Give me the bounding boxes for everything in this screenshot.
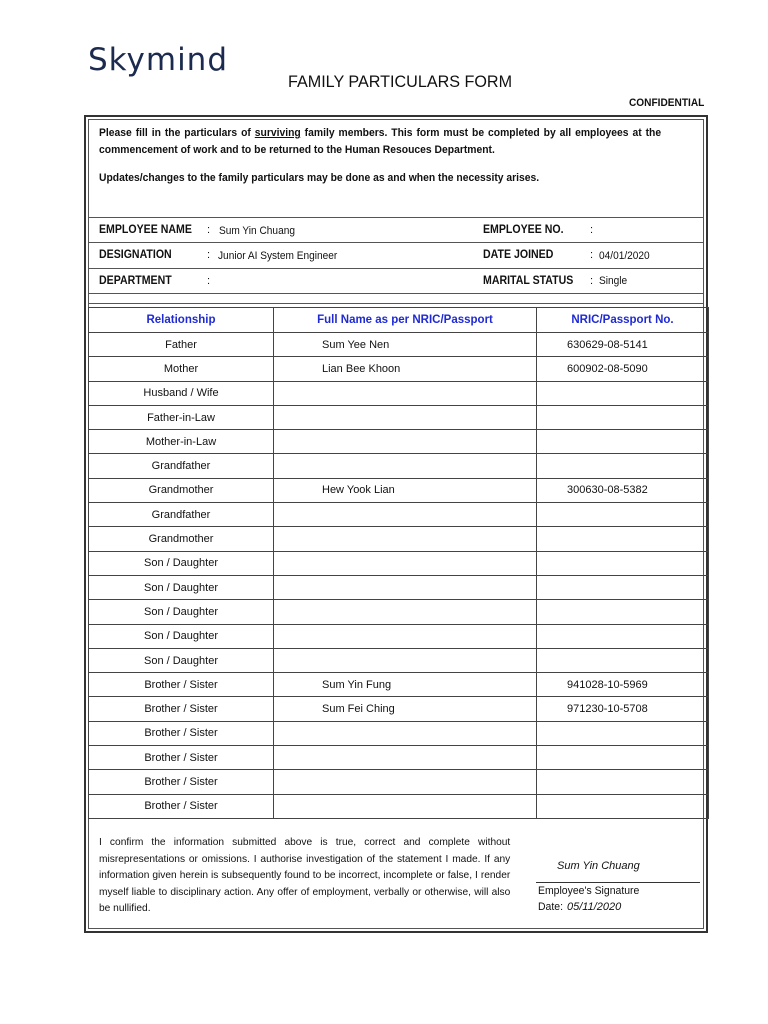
relationship-cell: Grandmother [89,478,274,502]
relationship-cell: Brother / Sister [89,746,274,770]
relationship-cell: Brother / Sister [89,697,274,721]
table-row [89,357,709,381]
nric-cell[interactable]: 300630-08-5382 [537,478,709,502]
table-header-row [89,308,709,333]
nric-cell[interactable] [537,600,709,624]
signature-line [536,882,700,883]
table-row [89,527,709,551]
divider [88,293,704,294]
family-members-table [88,307,709,819]
divider [88,242,704,243]
employee-signature[interactable]: Sum Yin Chuang [557,860,640,872]
intro-instructions [99,125,661,159]
name-cell[interactable]: Hew Yook Lian [274,478,537,502]
nric-cell[interactable]: 630629-08-5141 [537,333,709,357]
table-row [89,478,709,502]
relationship-cell: Son / Daughter [89,600,274,624]
date-label: Date: [538,901,563,913]
name-cell[interactable]: Sum Yin Fung [274,673,537,697]
name-cell[interactable] [274,624,537,648]
nric-cell[interactable] [537,503,709,527]
relationship-cell: Grandmother [89,527,274,551]
table-row [89,575,709,599]
divider [88,268,704,269]
nric-cell[interactable] [537,551,709,575]
intro-underlined-word: surviving [254,127,301,139]
name-cell[interactable] [274,430,537,454]
form-title: FAMILY PARTICULARS FORM [288,72,513,91]
table-row [89,600,709,624]
relationship-cell: Father-in-Law [89,405,274,429]
divider [88,303,704,304]
name-cell[interactable] [274,746,537,770]
table-row [89,673,709,697]
table-row [89,721,709,745]
header-relationship: Relationship [89,308,274,333]
name-cell[interactable] [274,770,537,794]
table-row [89,551,709,575]
relationship-cell: Grandfather [89,503,274,527]
relationship-cell: Son / Daughter [89,575,274,599]
table-row [89,430,709,454]
colon: : [590,224,594,236]
date-joined-value[interactable]: 04/01/2020 [599,250,650,262]
colon: : [590,275,594,287]
header-nric: NRIC/Passport No. [537,308,709,333]
name-cell[interactable]: Sum Fei Ching [274,697,537,721]
nric-cell[interactable] [537,527,709,551]
name-cell[interactable] [274,648,537,672]
nric-cell[interactable] [537,624,709,648]
employee-no-label: EMPLOYEE NO. [483,224,564,236]
nric-cell[interactable]: 600902-08-5090 [537,357,709,381]
marital-status-label: MARITAL STATUS [483,275,574,287]
relationship-cell: Son / Daughter [89,648,274,672]
header-full-name: Full Name as per NRIC/Passport [274,308,537,333]
nric-cell[interactable] [537,381,709,405]
nric-cell[interactable] [537,770,709,794]
name-cell[interactable] [274,551,537,575]
intro-text-end: family members. This form must be completed by all employees at the commencement of work and to be returned to the Human Resouces Department. [99,127,662,156]
nric-cell[interactable]: 971230-10-5708 [537,697,709,721]
relationship-cell: Brother / Sister [89,770,274,794]
signature-label: Employee's Signature [538,885,640,897]
relationship-cell: Son / Daughter [89,624,274,648]
name-cell[interactable] [274,454,537,478]
nric-cell[interactable] [537,454,709,478]
nric-cell[interactable]: 941028-10-5969 [537,673,709,697]
name-cell[interactable]: Lian Bee Khoon [274,357,537,381]
name-cell[interactable]: Sum Yee Nen [274,333,537,357]
name-cell[interactable] [274,527,537,551]
relationship-cell: Father [89,333,274,357]
relationship-cell: Brother / Sister [89,794,274,818]
name-cell[interactable] [274,405,537,429]
employee-name-value[interactable]: Sum Yin Chuang [219,225,295,237]
name-cell[interactable] [274,794,537,818]
nric-cell[interactable] [537,575,709,599]
name-cell[interactable] [274,503,537,527]
company-logo: Skymind [88,42,229,78]
nric-cell[interactable] [537,721,709,745]
table-row [89,746,709,770]
relationship-cell: Husband / Wife [89,381,274,405]
name-cell[interactable] [274,600,537,624]
colon: : [590,249,594,261]
name-cell[interactable] [274,721,537,745]
table-row [89,624,709,648]
colon: : [207,275,211,287]
designation-label: DESIGNATION [99,249,172,261]
relationship-cell: Brother / Sister [89,673,274,697]
table-row [89,454,709,478]
relationship-cell: Mother-in-Law [89,430,274,454]
divider [88,217,704,218]
intro-updates-note: Updates/changes to the family particulars may be done as and when the necessity arises. [99,172,540,184]
confidential-label: CONFIDENTIAL [629,97,705,109]
relationship-cell: Mother [89,357,274,381]
table-row [89,794,709,818]
employee-name-label: EMPLOYEE NAME [99,224,192,236]
name-cell[interactable] [274,575,537,599]
name-cell[interactable] [274,381,537,405]
relationship-cell: Grandfather [89,454,274,478]
designation-value[interactable]: Junior AI System Engineer [218,250,338,262]
table-row [89,405,709,429]
table-row [89,381,709,405]
table-row [89,697,709,721]
table-row [89,770,709,794]
colon: : [207,249,211,261]
declaration-text: I confirm the information submitted above is true, correct and complete without misrepresentations or omissions. I authorise investigation of the statement I made. If any information given herein is subsequently found to be incorrect, incomplete or false, I render myself liable to disciplinary action. Any offer of employment, verbally or otherwise, will also be nullified. [99,836,511,914]
nric-cell[interactable] [537,648,709,672]
relationship-cell: Brother / Sister [89,721,274,745]
table-row [89,503,709,527]
date-joined-label: DATE JOINED [483,249,554,261]
nric-cell[interactable] [537,430,709,454]
nric-cell[interactable] [537,405,709,429]
intro-text-start: Please fill in the particulars of [99,127,255,139]
colon: : [207,224,211,236]
relationship-cell: Son / Daughter [89,551,274,575]
signature-date[interactable]: 05/11/2020 [567,901,622,913]
nric-cell[interactable] [537,746,709,770]
table-row [89,333,709,357]
table-row [89,648,709,672]
department-label: DEPARTMENT [99,275,172,287]
nric-cell[interactable] [537,794,709,818]
marital-status-value[interactable]: Single [599,275,628,287]
